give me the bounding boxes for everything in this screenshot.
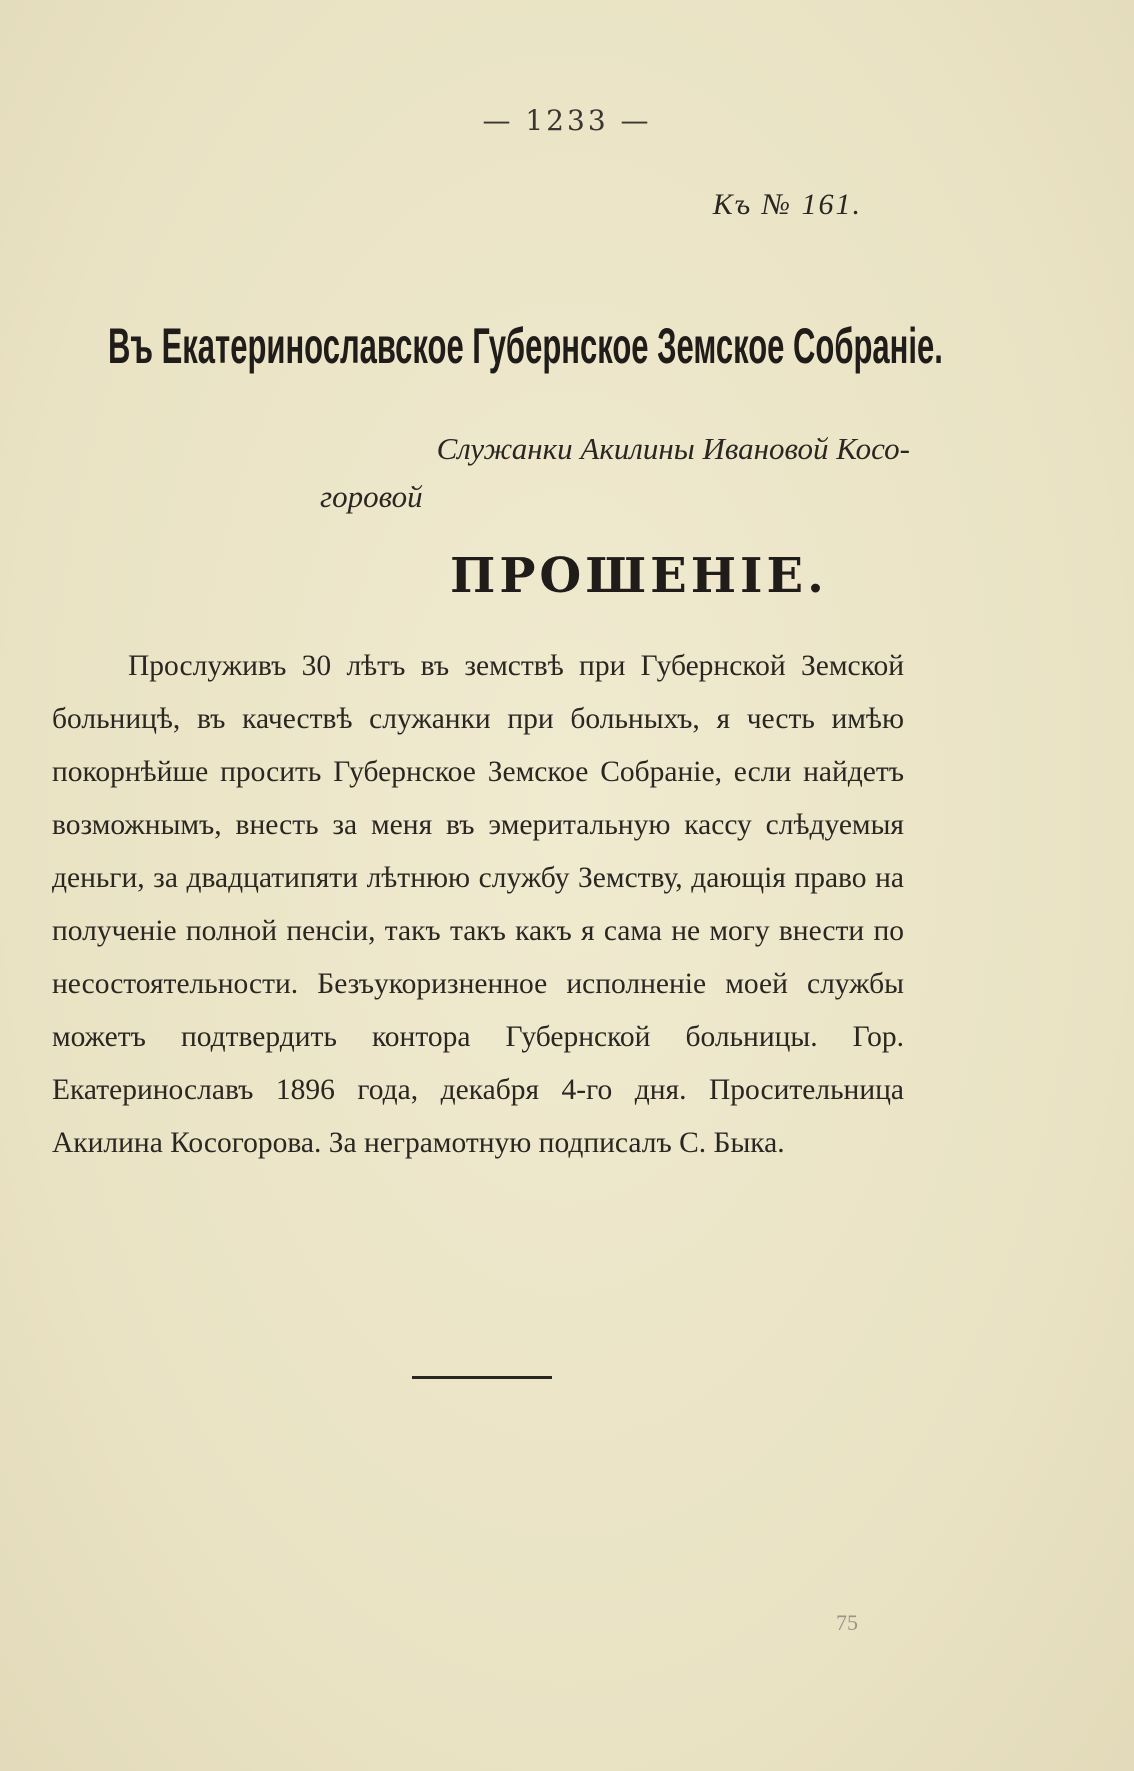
petitioner-line-2: горовой bbox=[320, 479, 423, 514]
reference-number: Къ № 161. bbox=[712, 188, 862, 221]
corner-mark: 75 bbox=[836, 1610, 858, 1635]
addressee-heading: Въ Екатеринославское Губернское Земское Собраніе. bbox=[108, 318, 943, 374]
page-number: — 1233 — bbox=[482, 104, 652, 137]
closing-rule bbox=[412, 1376, 552, 1379]
petition-title: ПРОШЕНІЕ. bbox=[450, 548, 828, 604]
body-paragraph: Прослуживъ 30 лѣтъ въ земствѣ при Губернской Земской больницѣ, въ качествѣ служанки при больныхъ, я честь имѣю покорнѣйше просить Губернское Земское Собраніе, если найдетъ возможнымъ, внесть за меня въ эмеритальную кассу слѣдуемыя деньги, за двадцатипяти лѣтнюю службу Земству, дающія право на полученіе полной пенсіи, такъ такъ какъ я сама не могу внести по несостоятельности. Безъукоризненное исполненіе моей службы можетъ подтвердить контора Губернской больницы. Гор. Екатеринославъ 1896 года, декабря 4-го дня. Просительница Акилина Косогорова. За неграмотную подписалъ С. Быка. bbox=[52, 650, 904, 1159]
petitioner-name bbox=[320, 425, 910, 521]
petitioner-line-1: Служанки Акилины Ивановой Косо- bbox=[436, 431, 910, 466]
petition-body bbox=[52, 640, 904, 1170]
